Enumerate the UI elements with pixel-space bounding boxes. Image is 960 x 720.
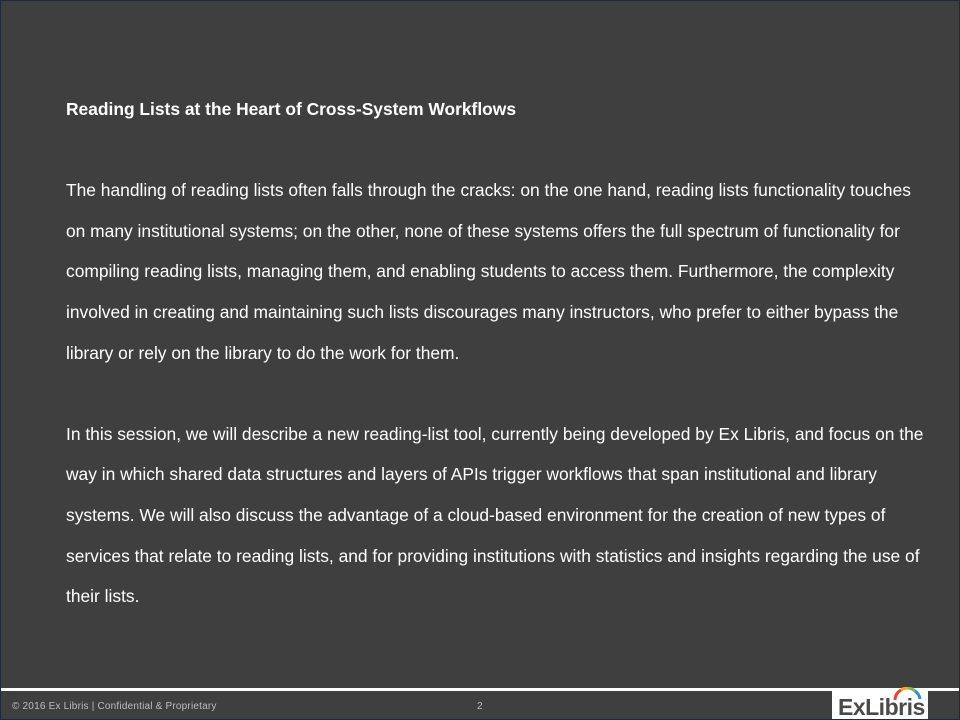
slide-body (66, 89, 926, 617)
exlibris-logo (832, 691, 928, 720)
slide-heading: Reading Lists at the Heart of Cross-System Workflows (66, 99, 516, 119)
copyright-text: © 2016 Ex Libris | Confidential & Proprietary (12, 701, 217, 712)
page-number: 2 (477, 701, 483, 712)
logo-wordmark: ExLibris (838, 694, 925, 720)
slide-paragraph-1: The handling of reading lists often falls through the cracks: on the one hand, reading lists functionality touches on many institutional systems; on the other, none of these systems offers the full spectrum of functionality for compiling reading lists, managing them, and enabling students to access them. Furthermore, the complexity involved in creating and maintaining such lists discourages many instructors, who prefer to either bypass the library or rely on the library to do the work for them. (66, 180, 911, 363)
slide-footer (1, 691, 960, 720)
slide-paragraph-2: In this session, we will describe a new reading-list tool, currently being developed by Ex Libris, and focus on the way in which shared data structures and layers of APIs trigger workflows that span institutional and library systems. We will also discuss the advantage of a cloud-based environment for the creation of new types of services that relate to reading lists, and for providing institutions with statistics and insights regarding the use of their lists. (66, 423, 924, 607)
